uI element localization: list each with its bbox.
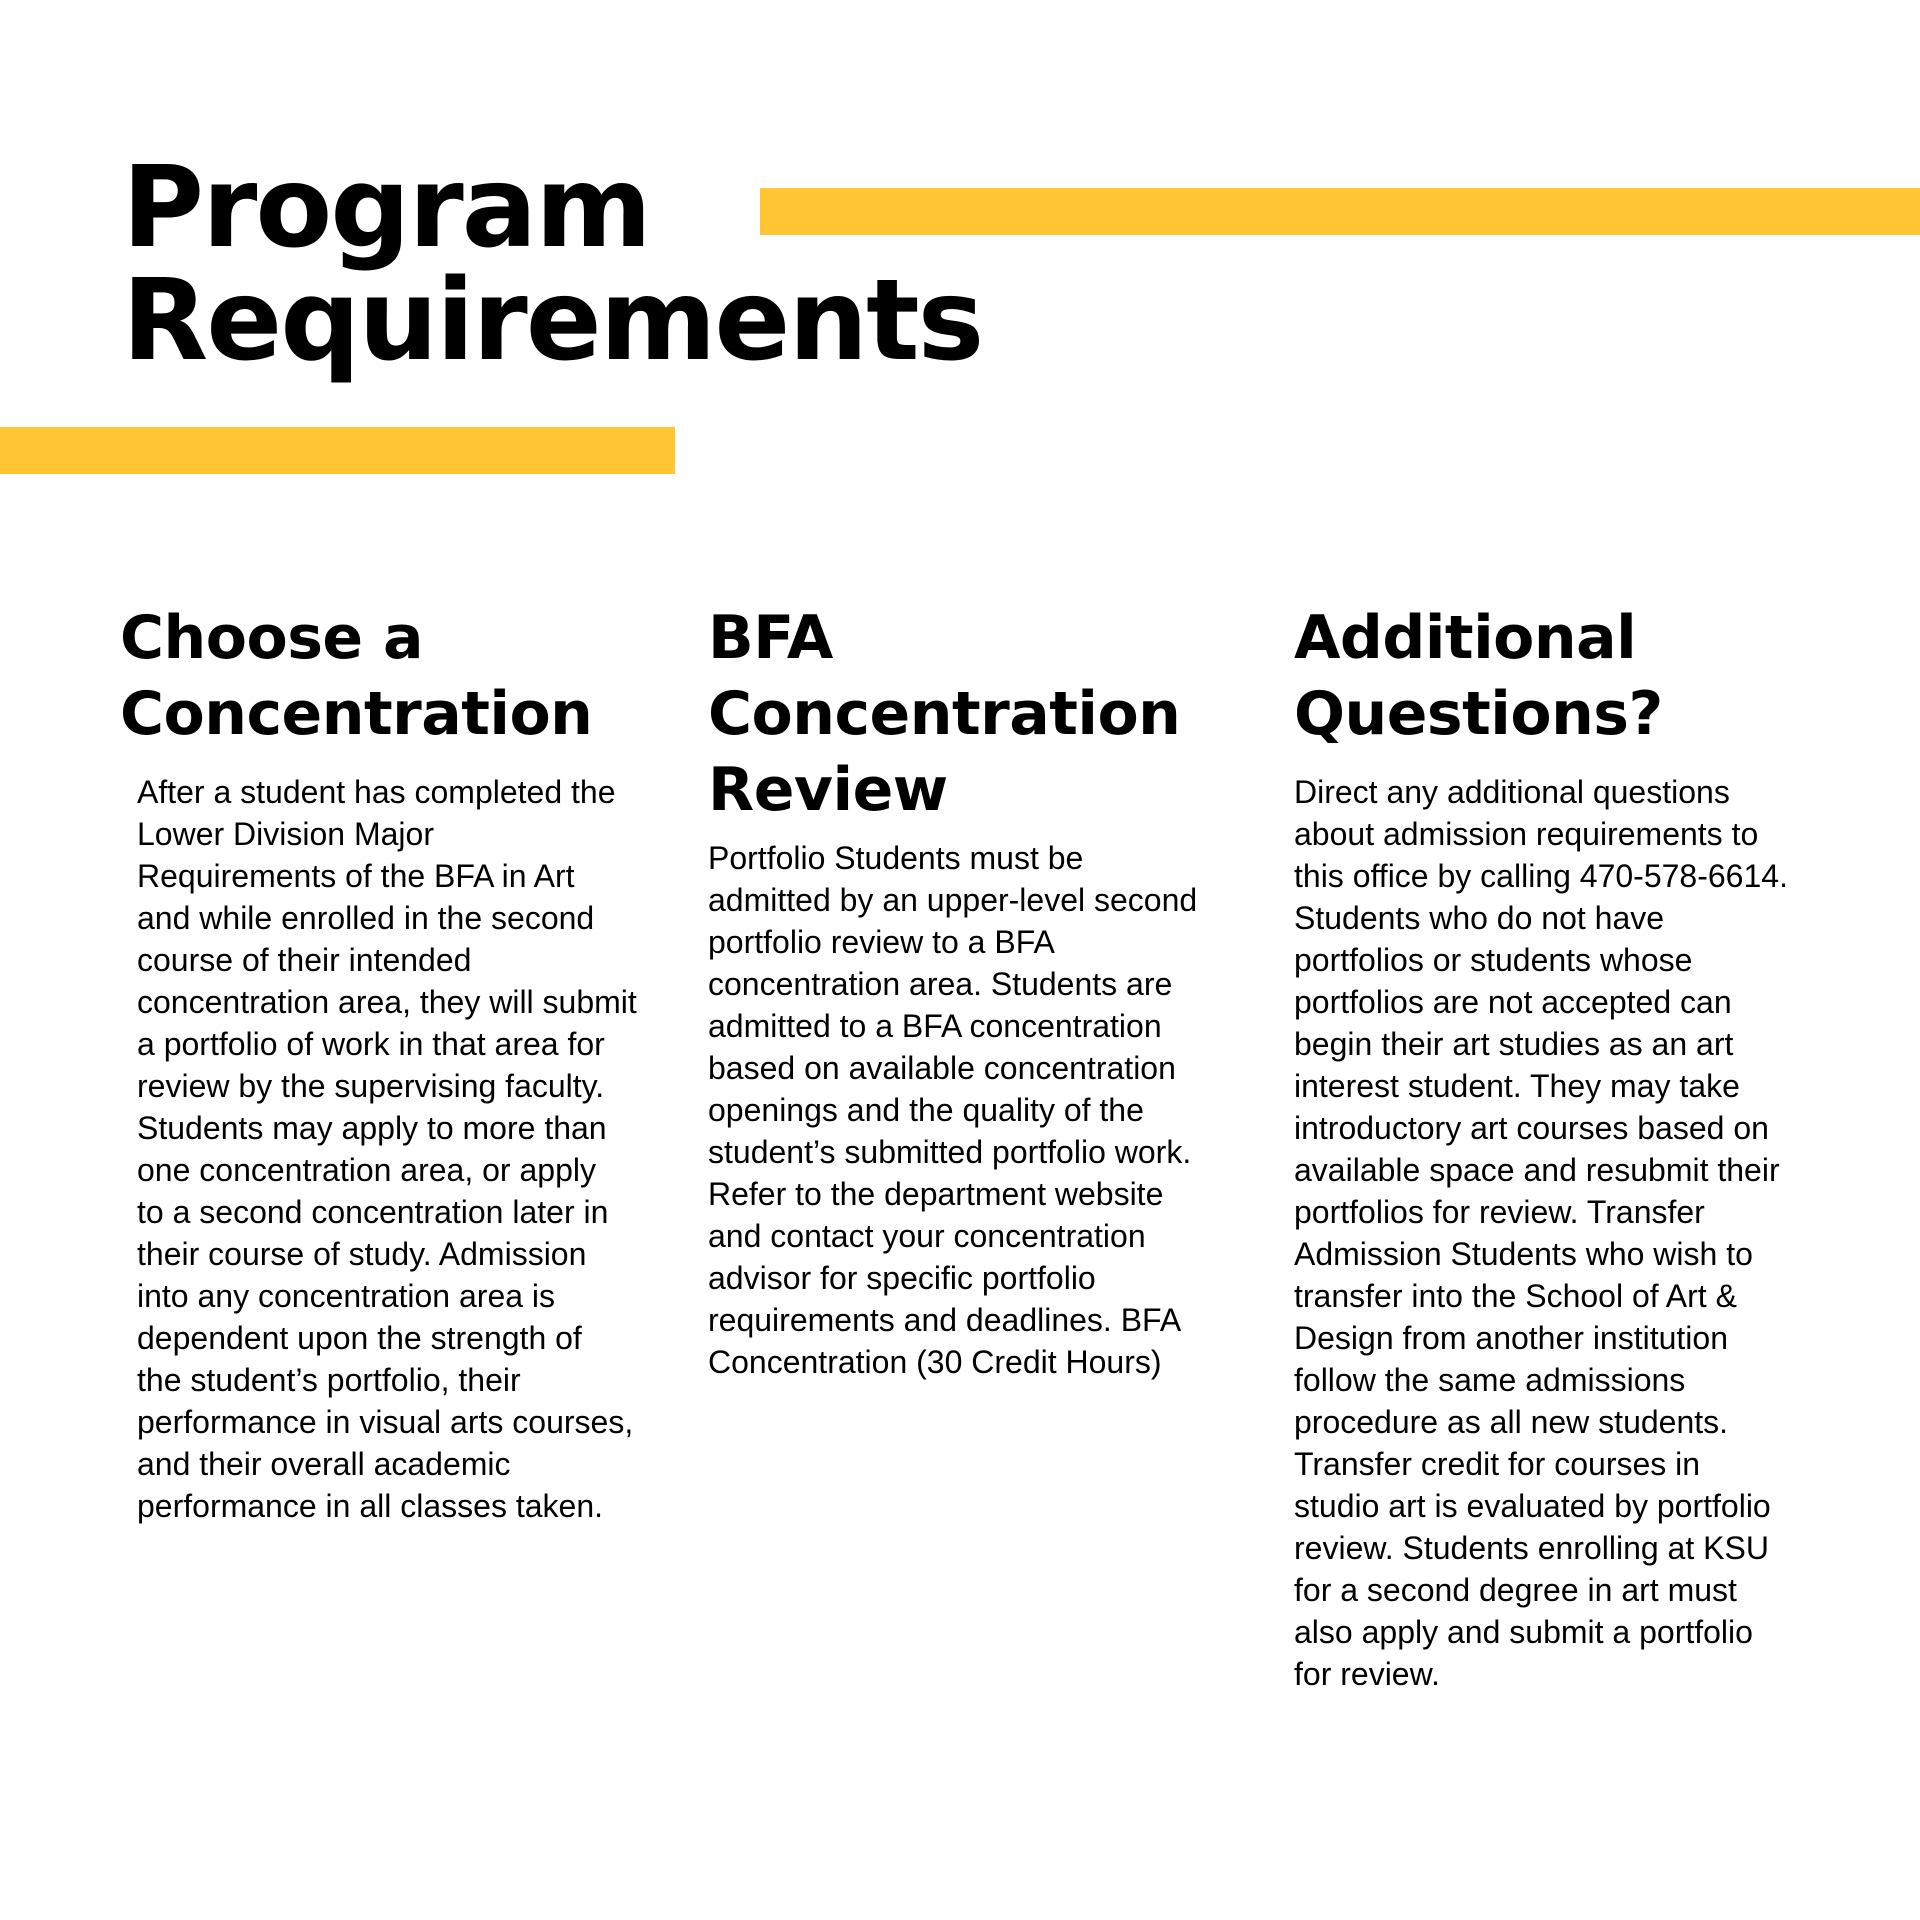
text-line: Requirements of the BFA in Art (137, 858, 575, 894)
text-line: dependent upon the strength of (137, 1320, 582, 1356)
text-line: introductory art courses based on (1294, 1110, 1769, 1146)
text-line: available space and resubmit their (1294, 1152, 1780, 1188)
text-line: portfolios for review. Transfer (1294, 1194, 1705, 1230)
text-line: Additional (1294, 603, 1637, 673)
text-line: concentration area. Students are (708, 966, 1173, 1002)
text-line: Transfer credit for courses in (1294, 1446, 1701, 1482)
text-line: Choose a (120, 603, 423, 673)
text-line: review. Students enrolling at KSU (1294, 1530, 1769, 1566)
text-line: openings and the quality of the (708, 1092, 1144, 1128)
text-line: requirements and deadlines. BFA (708, 1302, 1182, 1338)
text-line: course of their intended (137, 942, 472, 978)
text-line: the student’s portfolio, their (137, 1362, 521, 1398)
text-line: advisor for specific portfolio (708, 1260, 1096, 1296)
text-line: for a second degree in art must (1294, 1572, 1737, 1608)
text-line: Questions? (1294, 679, 1663, 749)
text-line: portfolios or students whose (1294, 942, 1693, 978)
text-line: Refer to the department website (708, 1176, 1164, 1212)
text-line: to a second concentration later in (137, 1194, 609, 1230)
text-line: interest student. They may take (1294, 1068, 1740, 1104)
text-line: Portfolio Students must be (708, 840, 1084, 876)
text-line: Admission Students who wish to (1294, 1236, 1753, 1272)
text-line: review by the supervising faculty. (137, 1068, 605, 1104)
text-line: performance in all classes taken. (137, 1488, 603, 1524)
text-line: Review (708, 755, 948, 825)
page-title (122, 143, 983, 386)
text-line: Concentration (120, 679, 593, 749)
text-line: portfolio review to a BFA (708, 924, 1055, 960)
text-line: and while enrolled in the second (137, 900, 595, 936)
bfa-review-heading (708, 600, 1180, 828)
text-line: this office by calling 470-578-6614. (1294, 858, 1788, 894)
text-line: Requirements (122, 256, 983, 386)
text-line: follow the same admissions (1294, 1362, 1686, 1398)
choose-concentration-heading (120, 600, 592, 752)
text-line: Students who do not have (1294, 900, 1665, 936)
text-line: studio art is evaluated by portfolio (1294, 1488, 1771, 1524)
text-line: transfer into the School of Art & (1294, 1278, 1737, 1314)
text-line: After a student has completed the (137, 774, 616, 810)
text-line: and their overall academic (137, 1446, 511, 1482)
text-line: Design from another institution (1294, 1320, 1728, 1356)
text-line: BFA (708, 603, 833, 673)
text-line: portfolios are not accepted can (1294, 984, 1732, 1020)
text-line: Lower Division Major (137, 816, 434, 852)
text-line: about admission requirements to (1294, 816, 1759, 852)
text-line: begin their art studies as an art (1294, 1026, 1734, 1062)
text-line: a portfolio of work in that area for (137, 1026, 605, 1062)
text-line: admitted by an upper-level second (708, 882, 1198, 918)
text-line: admitted to a BFA concentration (708, 1008, 1162, 1044)
text-line: into any concentration area is (137, 1278, 556, 1314)
text-line: Concentration (30 Credit Hours) (708, 1344, 1162, 1380)
accent-bar-left (0, 427, 675, 474)
text-line: for review. (1294, 1656, 1440, 1692)
text-line: Direct any additional questions (1294, 774, 1730, 810)
text-line: student’s submitted portfolio work. (708, 1134, 1192, 1170)
additional-questions-text (1294, 771, 1788, 1695)
additional-questions-heading (1294, 600, 1663, 752)
text-line: also apply and submit a portfolio (1294, 1614, 1753, 1650)
choose-concentration-text (137, 771, 637, 1527)
text-line: procedure as all new students. (1294, 1404, 1729, 1440)
text-line: Students may apply to more than (137, 1110, 607, 1146)
text-line: Concentration (708, 679, 1181, 749)
text-line: concentration area, they will submit (137, 984, 637, 1020)
bfa-review-text (708, 837, 1197, 1383)
text-line: Program (122, 143, 650, 273)
text-line: their course of study. Admission (137, 1236, 587, 1272)
text-line: performance in visual arts courses, (137, 1404, 634, 1440)
text-line: and contact your concentration (708, 1218, 1146, 1254)
text-line: one concentration area, or apply (137, 1152, 596, 1188)
text-line: based on available concentration (708, 1050, 1176, 1086)
